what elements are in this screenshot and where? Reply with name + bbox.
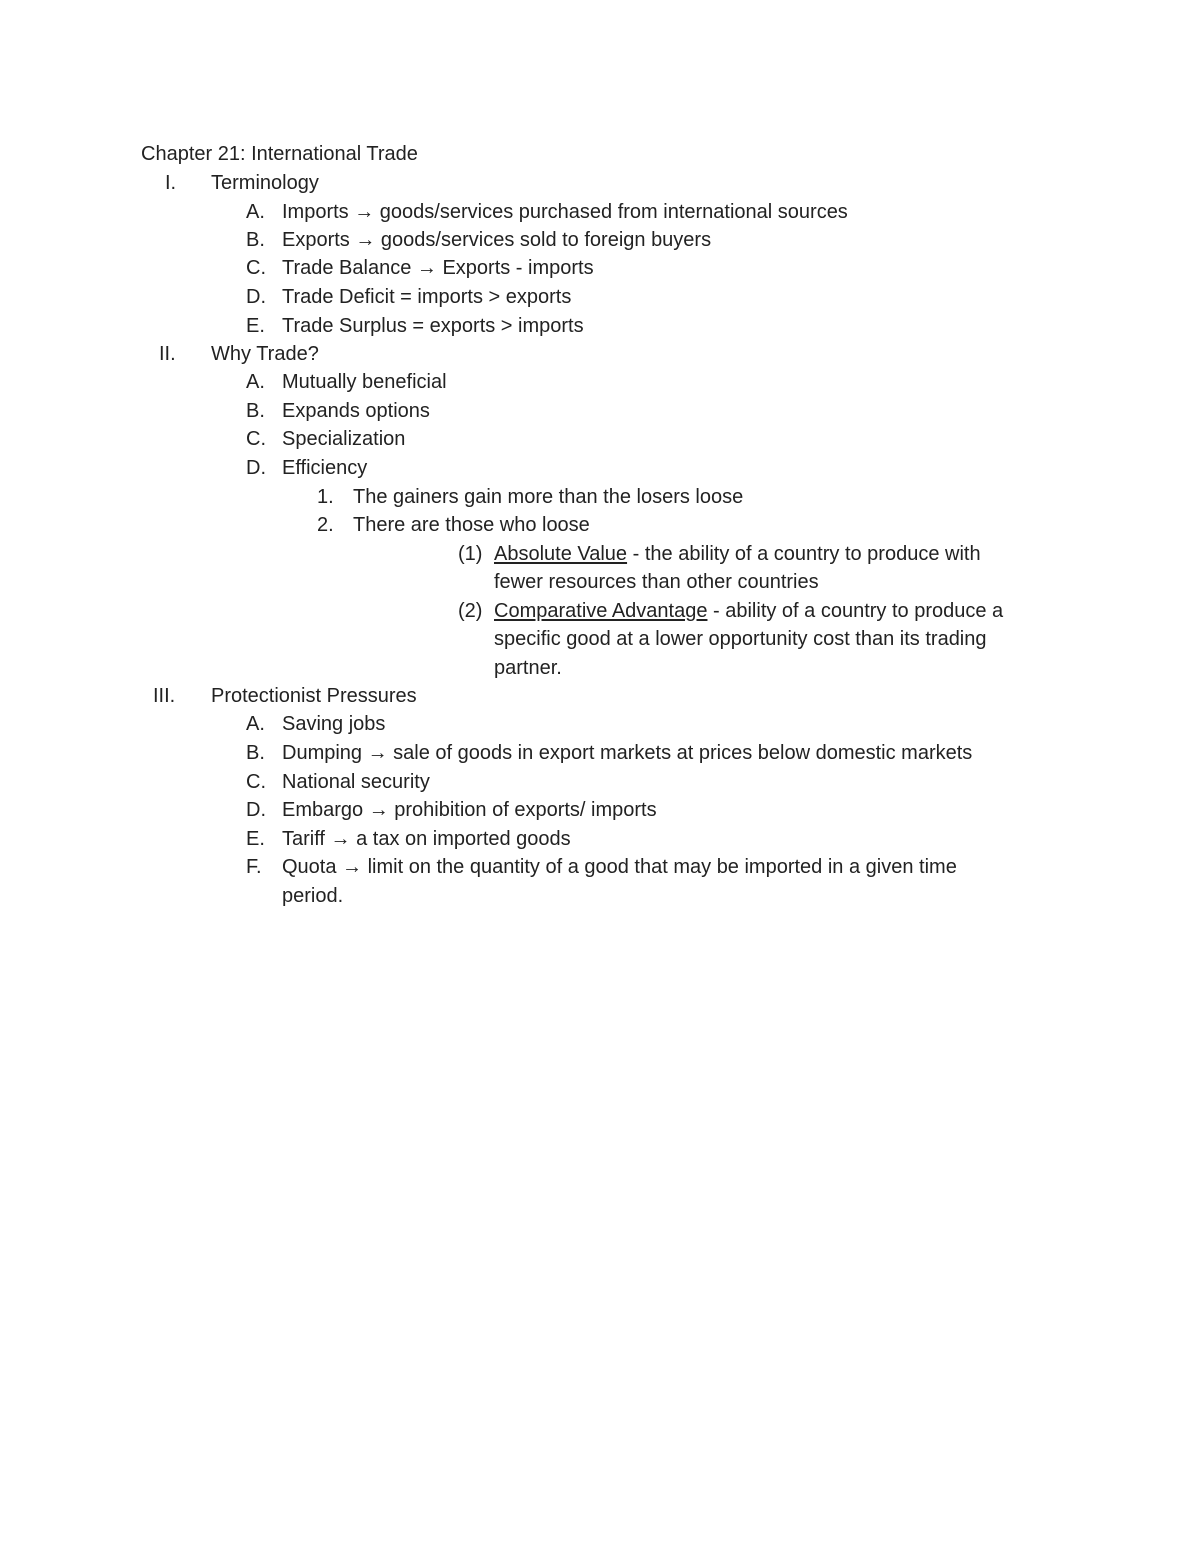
definition-term: Comparative Advantage	[494, 600, 708, 622]
list-item: Trade Surplus = exports > imports	[282, 315, 584, 337]
item-marker: A.	[246, 371, 265, 393]
list-item: Specialization	[282, 428, 406, 450]
definition-marker: (1)	[458, 543, 483, 565]
definition-continuation: partner.	[494, 657, 562, 679]
list-item-continuation: period.	[282, 885, 344, 907]
item-marker: A.	[246, 201, 265, 223]
section-marker: II.	[159, 343, 176, 365]
sub-list-item: There are those who loose	[353, 514, 590, 536]
item-marker: B.	[246, 229, 265, 251]
list-item: Exports → goods/services sold to foreign buyers	[282, 229, 712, 251]
item-marker: E.	[246, 315, 265, 337]
section-marker: III.	[153, 685, 176, 707]
definition-text: - ability of a country to produce a	[707, 600, 1004, 622]
item-marker: B.	[246, 742, 265, 764]
section-heading: Protectionist Pressures	[211, 685, 417, 707]
list-item: National security	[282, 771, 430, 793]
item-marker: D.	[246, 457, 266, 479]
list-item: Trade Balance → Exports - imports	[282, 257, 594, 279]
subitem-marker: 1.	[317, 486, 334, 508]
item-marker: E.	[246, 828, 265, 850]
list-item: Embargo → prohibition of exports/ imports	[282, 799, 657, 821]
definition-text: - the ability of a country to produce with	[627, 543, 981, 565]
item-marker: C.	[246, 257, 266, 279]
section-heading: Why Trade?	[211, 343, 319, 365]
item-marker: B.	[246, 400, 265, 422]
definition-continuation: fewer resources than other countries	[494, 571, 819, 593]
item-marker: A.	[246, 713, 265, 735]
section-heading: Terminology	[211, 172, 319, 194]
list-item: Trade Deficit = imports > exports	[282, 286, 572, 308]
definition-continuation: specific good at a lower opportunity cost than its trading	[494, 628, 987, 650]
list-item: Mutually beneficial	[282, 371, 447, 393]
subitem-marker: 2.	[317, 514, 334, 536]
list-item: Expands options	[282, 400, 430, 422]
list-item: Dumping → sale of goods in export markets at prices below domestic markets	[282, 742, 973, 764]
list-item: Imports → goods/services purchased from international sources	[282, 201, 848, 223]
item-marker: C.	[246, 771, 266, 793]
definition-marker: (2)	[458, 600, 483, 622]
list-item: Saving jobs	[282, 713, 386, 735]
list-item: Tariff → a tax on imported goods	[282, 828, 571, 850]
definition-line	[494, 542, 981, 566]
item-marker: D.	[246, 799, 266, 821]
section-marker: I.	[165, 172, 177, 194]
list-item: Efficiency	[282, 457, 368, 479]
sub-list-item: The gainers gain more than the losers loose	[353, 486, 744, 508]
item-marker: D.	[246, 286, 266, 308]
list-item: Quota → limit on the quantity of a good that may be imported in a given time	[282, 856, 957, 878]
definition-line	[494, 599, 1003, 623]
page-title: Chapter 21: International Trade	[141, 143, 418, 165]
item-marker: C.	[246, 428, 266, 450]
definition-term: Absolute Value	[494, 543, 628, 565]
item-marker: F.	[246, 856, 262, 878]
